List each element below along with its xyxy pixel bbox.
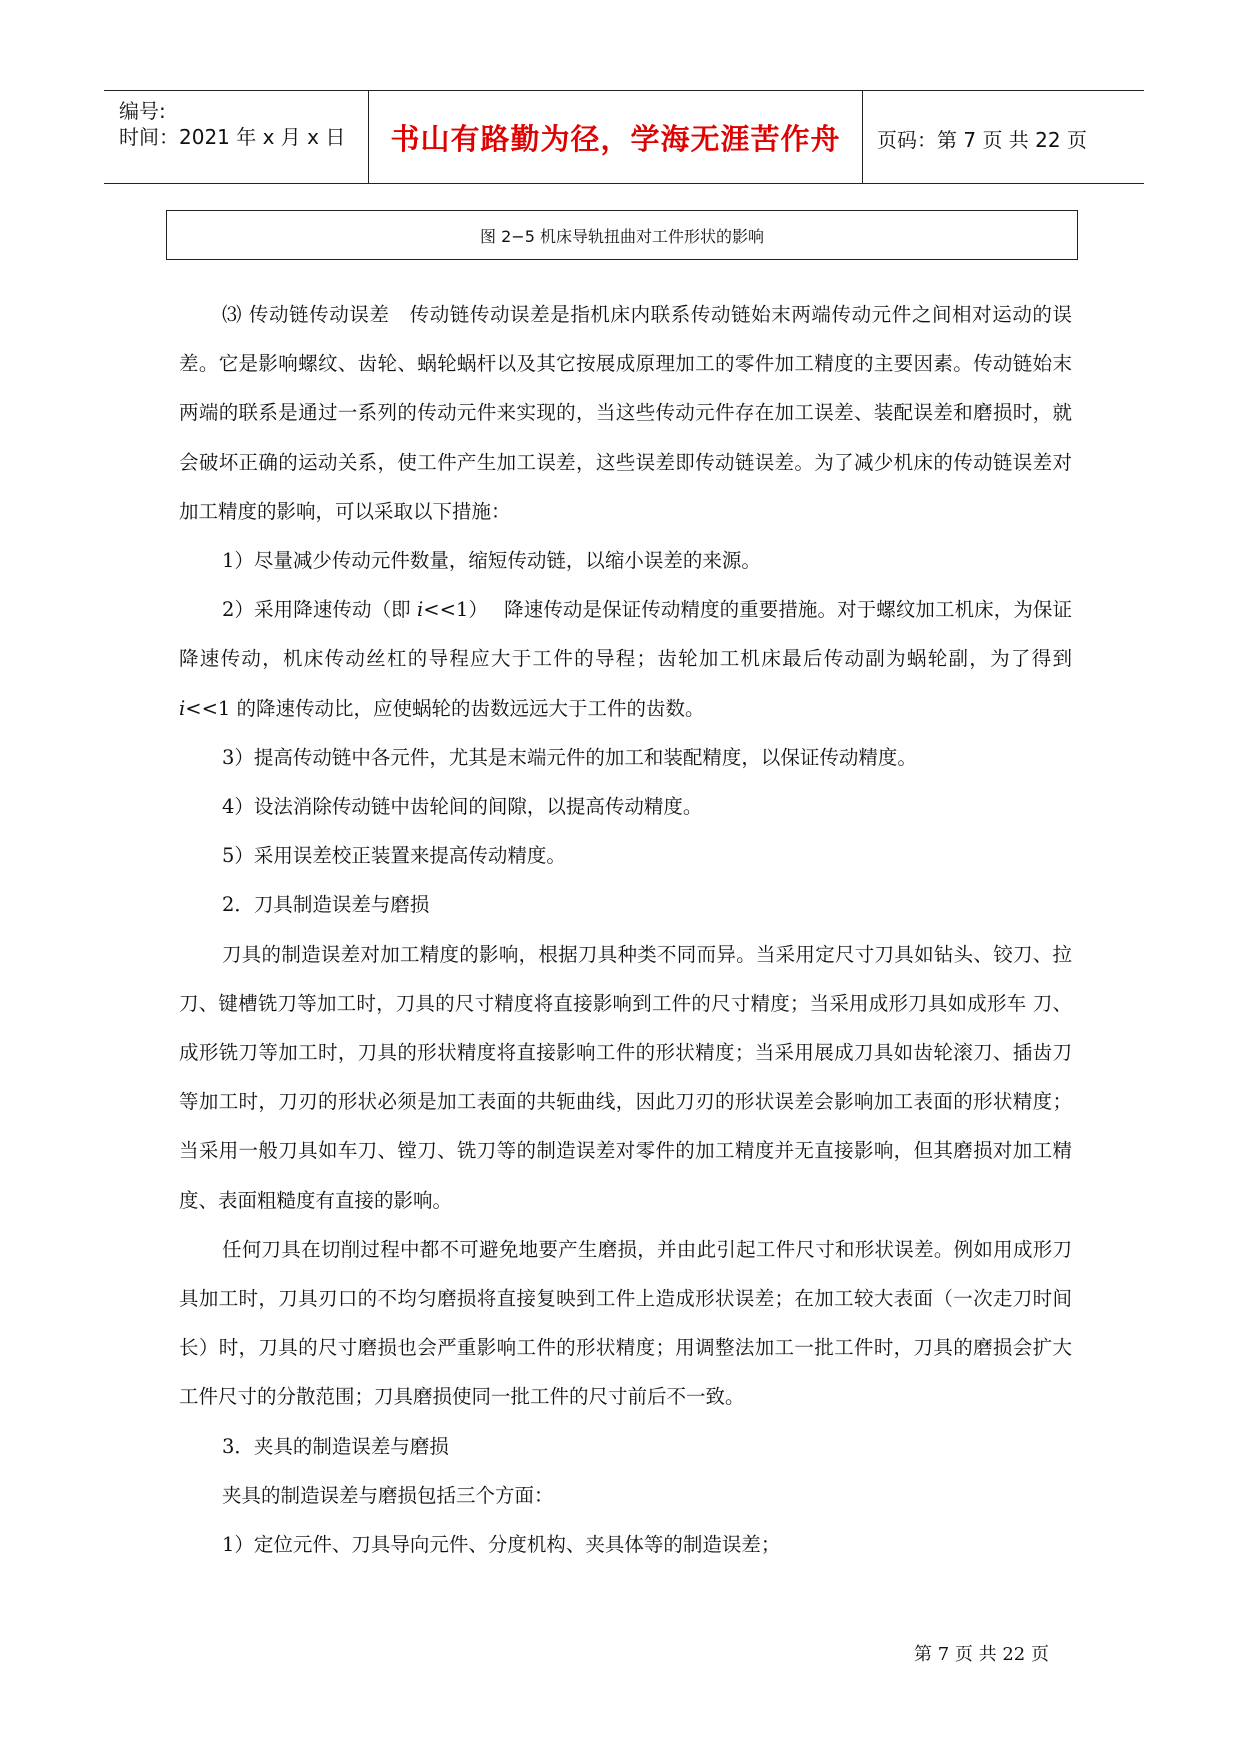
header-motto: 书山有路勤为径，学海无涯苦作舟 <box>390 122 841 156</box>
text-segment: <<1 的降速传动比，应使蜗轮的齿数远远大于工件的齿数。 <box>185 696 705 720</box>
list-item-improve-precision: 3）提高传动链中各元件，尤其是末端元件的加工和装配精度，以保证传动精度。 <box>222 745 917 769</box>
header-page-cell <box>863 91 1144 183</box>
header-page-code: 页码：第 7 页 共 22 页 <box>877 128 1087 152</box>
header-meta-cell <box>104 91 368 183</box>
paragraph-fixture-intro: 夹具的制造误差与磨损包括三个方面： <box>222 1483 554 1507</box>
header-table <box>104 90 1144 184</box>
list-item-reduce-elements: 1）尽量减少传动元件数量，缩短传动链，以缩小误差的来源。 <box>222 549 761 573</box>
text-segment: 2）采用降速传动（即 <box>222 598 418 622</box>
section-heading-fixture-error: 3．夹具的制造误差与磨损 <box>222 1434 449 1458</box>
header-motto-cell <box>368 91 863 183</box>
document-number-label: 编号: <box>119 99 166 123</box>
page-footer: 第 7 页 共 22 页 <box>914 1644 1049 1665</box>
section-heading-tool-error: 2．刀具制造误差与磨损 <box>222 893 430 917</box>
variable-i: i <box>417 598 424 622</box>
paragraph-transmission-chain-error: ⑶ 传动链传动误差 传动链传动误差是指机床内联系传动链始末两端传动元件之间相对运动的误差。它是影响螺纹、齿轮、蜗轮蜗杆以及其它按展成原理加工的零件加工精度的主要因素。传动链始末两端的联系是通过一系列的传动元件来实现的，当这些传动元件存在加工误差、装配误差和磨损时，就会破坏正确的运动关系，使工件产生加工误差，这些误差即传动链误差。为了减少机床的传动链误差对加工精度的影响，可以采取以下措施： <box>179 303 1072 523</box>
document-body <box>179 290 1072 1569</box>
variable-i: i <box>179 696 186 720</box>
figure-caption: 图 2−5 机床导轨扭曲对工件形状的影响 <box>480 226 764 246</box>
document-time-label: 时间：2021 年 x 月 x 日 <box>119 125 346 149</box>
paragraph-tool-manufacturing-error: 刀具的制造误差对加工精度的影响，根据刀具种类不同而异。当采用定尺寸刀具如钻头、铰刀、拉刀、键槽铣刀等加工时，刀具的尺寸精度将直接影响到工件的尺寸精度；当采用成形刀具如成形车 刀、成形铣刀等加工时，刀具的形状精度将直接影响工件的形状精度；当采用展成刀具如齿轮滚刀、插齿刀等加工时，刀刃的形状必须是加工表面的共轭曲线，因此刀刃的形状误差会影响加工表面的形状精度；当采用一般刀具如车刀、镗刀、铣刀等的制造误差对零件的加工精度并无直接影响，但其磨损对加工精度、表面粗糙度有直接的影响。 <box>179 942 1072 1212</box>
text-segment: <<1） 降速传动是保证传动精度的重要措施。对于螺纹加工机床，为保证降速传动，机床传动丝杠的导程应大于工件的导程；齿轮加工机床最后传动副为蜗轮副，为了得到 <box>179 598 1072 671</box>
list-item-error-correction: 5）采用误差校正装置来提高传动精度。 <box>222 844 566 868</box>
paragraph-tool-wear: 任何刀具在切削过程中都不可避免地要产生磨损，并由此引起工件尺寸和形状误差。例如用成形刀具加工时，刀具刃口的不均匀磨损将直接复映到工件上造成形状误差；在加工较大表面（一次走刀时间长）时，刀具的尺寸磨损也会严重影响工件的形状精度；用调整法加工一批工件时，刀具的磨损会扩大工件尺寸的分散范围；刀具磨损使同一批工件的尺寸前后不一致。 <box>179 1237 1072 1409</box>
list-item-reduction-drive <box>179 585 1072 733</box>
list-item-eliminate-backlash: 4）设法消除传动链中齿轮间的间隙，以提高传动精度。 <box>222 795 703 819</box>
figure-caption-box <box>166 210 1078 260</box>
list-item-fixture-elements: 1）定位元件、刀具导向元件、分度机构、夹具体等的制造误差； <box>222 1533 781 1557</box>
